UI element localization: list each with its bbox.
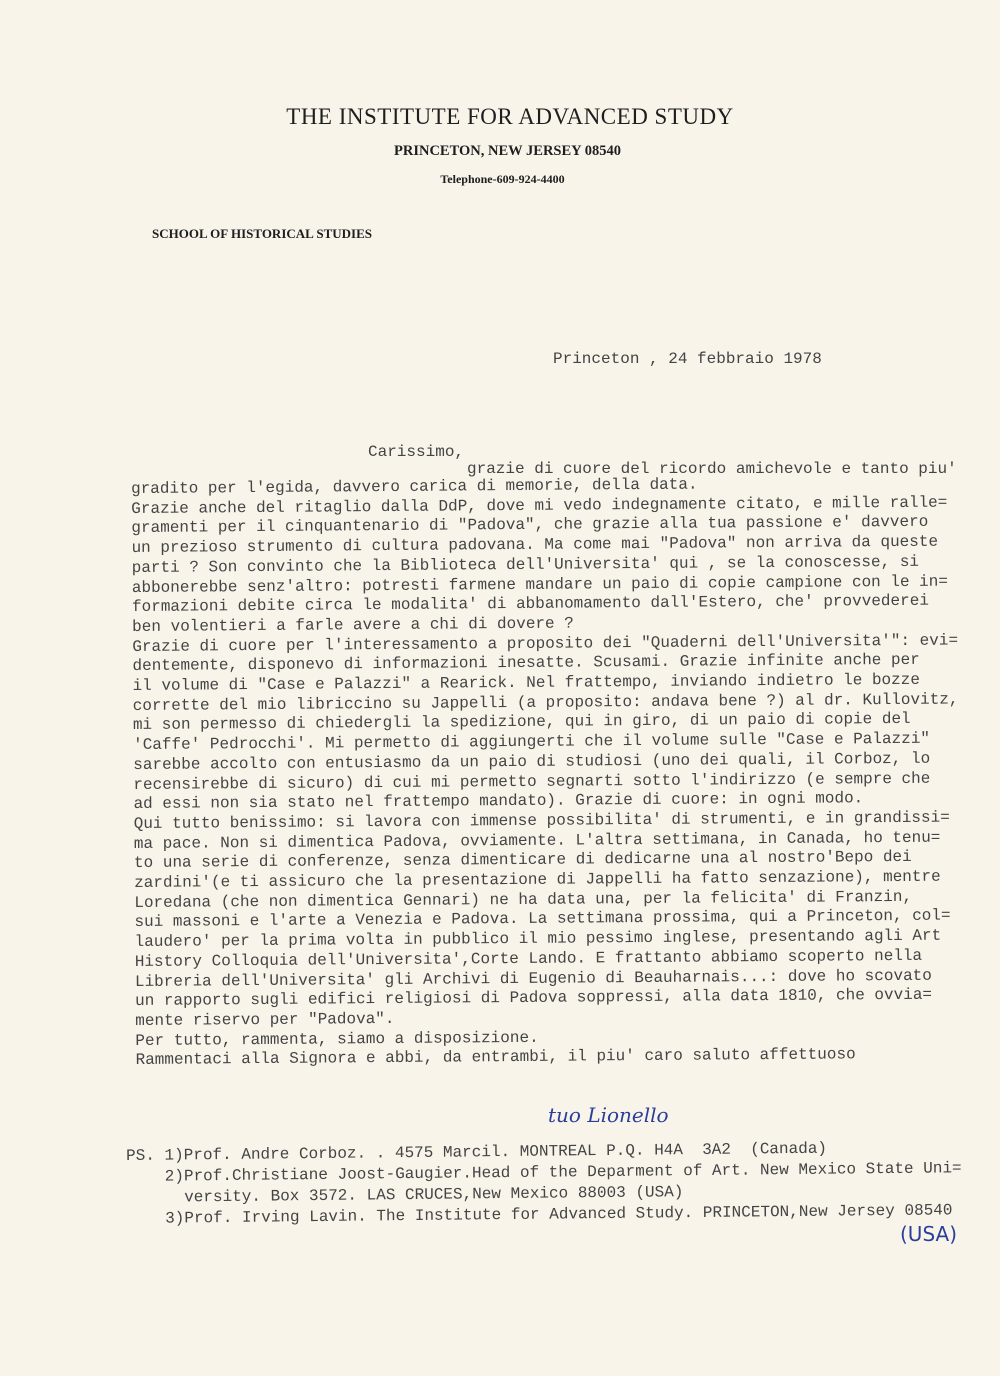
body-line: Libreria dell'Universita' gli Archivi di Eugenio di Beauharnais...: dove ho scovato [134,966,932,991]
body-line: un rapporto sugli edifici religiosi di Padova soppressi, alla data 1810, che ovvia= [135,986,933,1011]
body-line: sui massoni e l'arte a Venezia e Padova. La settimana prossima, qui a Princeton, col= [134,907,951,932]
body-line: 'Caffe' Pedrocchi'. Mi permetto di aggiungerti che il volume sulle "Case e Palazzi" [133,729,931,755]
body-line: mi son permesso di chiedergli la spedizione, qui in giro, di un paio di copie del [132,710,911,735]
body-line: formazioni debite circa le modalita' di abbanomamento dall'Estero, che' provvederei [131,591,929,617]
letterhead-title: THE INSTITUTE FOR ADVANCED STUDY [286,104,734,129]
handwritten-signature: tuo Lionello [548,1103,669,1127]
body-line: laudero' per la prima volta in pubblico il mio pessimo inglese, presentando agli Art [134,926,942,952]
body-first-line: grazie di cuore del ricordo amichevole e tanto piu' [467,460,957,478]
letterhead-telephone: Telephone-609-924-4400 [440,172,565,186]
postscript [126,1137,962,1230]
body-line: gradito per l'egida, davvero carica di memorie, della data. [131,475,698,498]
body-line: recensirebbe di sicuro) di cui mi permetto segnarti sotto l'indirizzo (e sempre che [133,769,931,794]
body-line: Per tutto, rammenta, siamo a disposizione. [135,1028,539,1050]
postscript-line: versity. Box 3572. LAS CRUCES,New Mexico 88003 (USA) [126,1183,684,1207]
body-line: sarebbe accolto con entusiasmo da un paio di studiosi (uno dei quali, il Corboz, lo [133,749,931,774]
school-name: SCHOOL OF HISTORICAL STUDIES [152,226,372,241]
postscript-line: 3)Prof. Irving Lavin. The Institute for Advanced Study. PRINCETON,New Jersey 08540 [126,1201,953,1228]
body-line: mente riservo per "Padova". [135,1009,395,1030]
body-line: ma pace. Non si dimentica Padova, ovviamente. L'altra settimana, in Canada, ho tenu= [133,828,941,853]
body-line: zardini'(e ti assicuro che la presentazione di Jappelli ha fatto senzazione), mentre [134,867,941,893]
body-line: dentemente, disponevo di informazioni inesatte. Scusami. Grazie infinite anche per [132,651,920,676]
body-line: Grazie di cuore per l'interessamento a proposito dei "Quaderni dell'Universita'": evi= [132,631,959,656]
body-line: to una serie di conferenze, senza dimenticare di dedicarne una al nostro'Bepo dei [133,848,912,873]
body-line: corrette del mio libriccino su Jappelli (a proposito: andava bene ?) al dr. Kullovitz, [132,690,959,715]
letter-body [131,474,961,1072]
handwritten-note: (USA) [900,1222,957,1246]
body-line: ben volentieri a farle avere a chi di dovere ? [132,614,574,636]
body-line: parti ? Son convinto che la Biblioteca dell'Universita' qui , se la conoscesse, si [131,552,920,577]
body-line: abbonerebbe senz'altro: potresti farmene mandare un paio di copie campione con le in= [131,572,949,597]
body-line: Qui tutto benissimo: si lavora con immense possibilita' di strumenti, e in grandissi= [133,808,950,833]
letterhead-address: PRINCETON, NEW JERSEY 08540 [394,143,621,159]
date-line: Princeton , 24 febbraio 1978 [553,350,822,368]
body-line: Grazie anche del ritaglio dalla DdP, dove mi vedo indegnamente citato, e mille ralle= [131,493,948,518]
salutation: Carissimo, [368,443,465,461]
body-line: il volume di "Case e Palazzi" a Rearick. Nel frattempo, inviando indietro le bozze [132,670,920,696]
body-line: gramenti per il cinquantenario di "Padova", che grazie alla tua passione e' davvero [131,513,929,538]
body-line: Loredana (che non dimentica Gennari) ne ha data una, per la felicita' di Franzin, [134,887,913,912]
postscript-line: PS. 1)Prof. Andre Corboz. . 4575 Marcil. MONTREAL P.Q. H4A 3A2 (Canada) [126,1139,828,1165]
body-line: Rammentaci alla Signora e abbi, da entrambi, il piu' caro saluto affettuoso [135,1045,856,1070]
postscript-line: 2)Prof.Christiane Joost-Gaugier.Head of the Deparment of Art. New Mexico State Uni= [126,1159,962,1186]
body-line: History Colloquia dell'Universita',Corte Lando. E frattanto abbiamo scoperto nella [134,946,923,971]
body-line: un prezioso strumento di cultura padovana. Ma come mai "Padova" non arriva da queste [131,532,939,558]
body-line: ad essi non sia stato nel frattempo mandato). Grazie di cuore: in ogni modo. [133,789,864,814]
